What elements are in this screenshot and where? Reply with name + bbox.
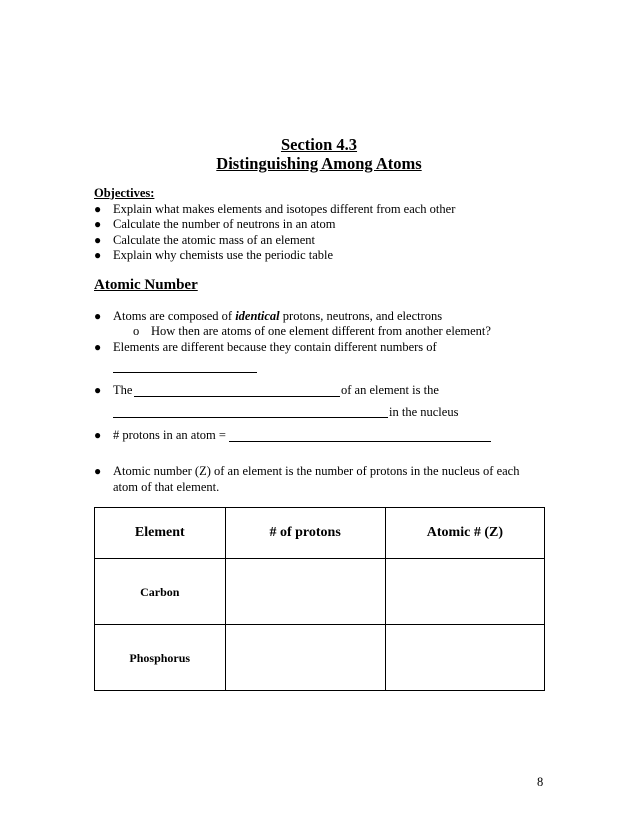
answer-blank[interactable] — [113, 372, 257, 373]
emphasis-identical: identical — [235, 309, 280, 323]
bullet-icon: ● — [94, 383, 102, 397]
section-heading-atomic-number: Atomic Number — [94, 277, 198, 293]
bullet-item — [94, 383, 101, 398]
element-table — [94, 507, 545, 691]
element-name: Phosphorus — [129, 650, 191, 665]
cell-atomic-number[interactable] — [385, 559, 544, 625]
objective-item — [94, 217, 101, 232]
bullet-text-atomic-number-def-cont: atom of that element. — [113, 480, 220, 494]
cell-atomic-number[interactable] — [385, 625, 544, 691]
sub-bullet-marker: o — [133, 324, 140, 338]
bullet-icon: ● — [94, 340, 102, 354]
bullet-icon: ● — [94, 428, 102, 442]
section-number: Section 4.3 — [280, 135, 358, 154]
page-title: Distinguishing Among Atoms — [216, 154, 422, 173]
bullet-item — [94, 428, 101, 443]
bullet-text-protons-equals: # protons in an atom = — [113, 428, 226, 442]
bullet-icon: ● — [94, 202, 102, 216]
sub-bullet-question: How then are atoms of one element different from another element? — [151, 324, 491, 338]
bullet-text-the: The — [113, 383, 133, 397]
cell-protons[interactable] — [225, 625, 385, 691]
bullet-icon: ● — [94, 248, 102, 262]
cell-element — [95, 625, 226, 691]
column-header-element: Element — [95, 508, 226, 559]
bullet-icon: ● — [94, 309, 102, 323]
bullet-text-composition — [113, 309, 442, 324]
bullet-icon: ● — [94, 233, 102, 247]
answer-blank[interactable] — [134, 396, 340, 397]
objective-item — [94, 248, 101, 263]
objective-text: Calculate the atomic mass of an element — [113, 233, 316, 247]
table-row — [95, 559, 545, 625]
cell-protons[interactable] — [225, 559, 385, 625]
bullet-text-of-element: of an element is the — [341, 383, 439, 397]
bullet-text-elements-differ: Elements are different because they contain different numbers of — [113, 340, 437, 354]
cell-element — [95, 559, 226, 625]
table-row — [95, 625, 545, 691]
bullet-icon: ● — [94, 464, 102, 478]
composition-post: protons, neutrons, and electrons — [279, 309, 443, 323]
bullet-item — [94, 464, 101, 479]
bullet-icon: ● — [94, 217, 102, 231]
answer-blank[interactable] — [229, 441, 491, 442]
bullet-item — [94, 309, 101, 324]
objective-text: Explain what makes elements and isotopes different from each other — [113, 202, 456, 216]
page-number: 8 — [537, 775, 544, 789]
objective-item — [94, 202, 101, 217]
objective-text: Calculate the number of neutrons in an atom — [113, 217, 336, 231]
bullet-item — [94, 340, 101, 355]
table-header-row — [95, 508, 545, 559]
composition-pre: Atoms are composed of — [113, 309, 236, 323]
bullet-text-atomic-number-def: Atomic number (Z) of an element is the number of protons in the nucleus of each — [113, 464, 520, 478]
bullet-text-in-nucleus: in the nucleus — [389, 405, 459, 419]
objective-text: Explain why chemists use the periodic table — [113, 248, 334, 262]
objectives-heading: Objectives: — [94, 186, 155, 200]
objective-item — [94, 233, 101, 248]
column-header-atomic-number: Atomic # (Z) — [385, 508, 544, 559]
column-header-protons: # of protons — [225, 508, 385, 559]
element-name: Carbon — [140, 584, 180, 599]
answer-blank[interactable] — [113, 417, 388, 418]
